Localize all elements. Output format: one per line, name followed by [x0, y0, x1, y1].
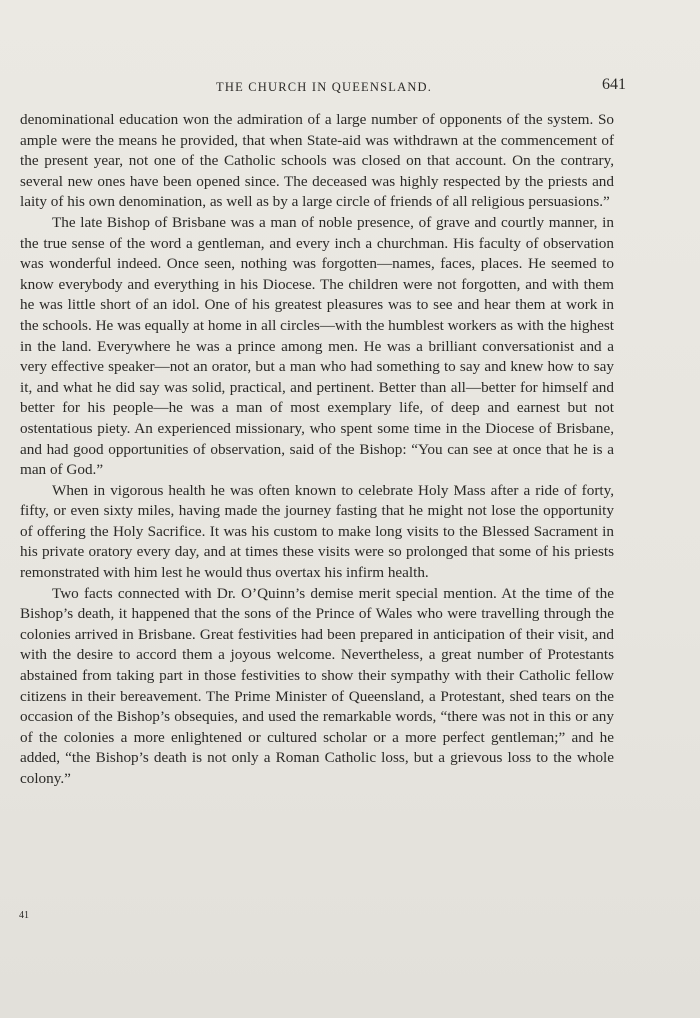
running-title: THE CHURCH IN QUEENSLAND.	[216, 80, 433, 94]
page-header	[20, 76, 626, 98]
paragraph: Two facts connected with Dr. O’Quinn’s demise merit special mention. At the time of the Bishop’s death, it happened that the sons of the Prince of Wales who were travelling through the colonies arrived in Brisbane. Great festivities had been prepared in anticipation of their visit, and with the desire to accord them a joyous welcome. Nevertheless, a great number of Protestants abstained from taking part in those festivities to show their sympathy with their Catholic fellow citizens in their bereavement. The Prime Minister of Queensland, a Protestant, shed tears on the occasion of the Bishop’s obsequies, and used the remarkable words, “there was not in this or any of the colonies a more enlightened or cultured scholar or a more perfect gentleman;” and he added, “the Bishop’s death is not only a Roman Catholic loss, but a grievous loss to the whole colony.”	[20, 584, 614, 787]
paragraph: The late Bishop of Brisbane was a man of noble presence, of grave and courtly manner, in the true sense of the word a gentleman, and every inch a churchman. His faculty of observation was wonderful indeed. Once seen, nothing was forgotten—names, faces, places. He seemed to know everybody and everything in his Diocese. The children were not forgotten, and with them he was little short of an idol. One of his greatest pleasures was to see and hear them at work in the schools. He was equally at home in all circles—with the humblest workers as with the highest in the land. Everywhere he was a prince among men. He was a brilliant conversationist and a very effective speaker—not an orator, but a man who had something to say and knew how to say it, and what he did say was solid, practical, and pertinent. Better than all—better for himself and better for his people—he was a man of most exemplary life, of deep and earnest but not ostentatious piety. An experienced missionary, who spent some time in the Diocese of Brisbane, and had good opportunities of observation, said of the Bishop: “You can see at once that he is a man of God.”	[20, 213, 614, 479]
paragraph: When in vigorous health he was often known to celebrate Holy Mass after a ride of forty, fifty, or even sixty miles, having made the journey fasting that he might not lose the opportunity of offering the Holy Sacrifice. It was his custom to make long visits to the Blessed Sacrament in his private oratory every day, and at times these visits were so prolonged that some of his priests remonstrated with him lest he would thus overtax his infirm health.	[20, 481, 614, 582]
signature-mark: 41	[19, 910, 29, 921]
body-text	[20, 110, 614, 790]
page-number: 641	[602, 76, 626, 93]
paragraph: denominational education won the admiration of a large number of opponents of the system. So ample were the means he provided, that when State-aid was withdrawn at the commencement of the present year, not one of the Catholic schools was closed on that account. On the contrary, several new ones have been opened since. The deceased was highly respected by the priests and laity of his own denomination, as well as by a large circle of friends of all religious persuasions.”	[20, 111, 614, 211]
